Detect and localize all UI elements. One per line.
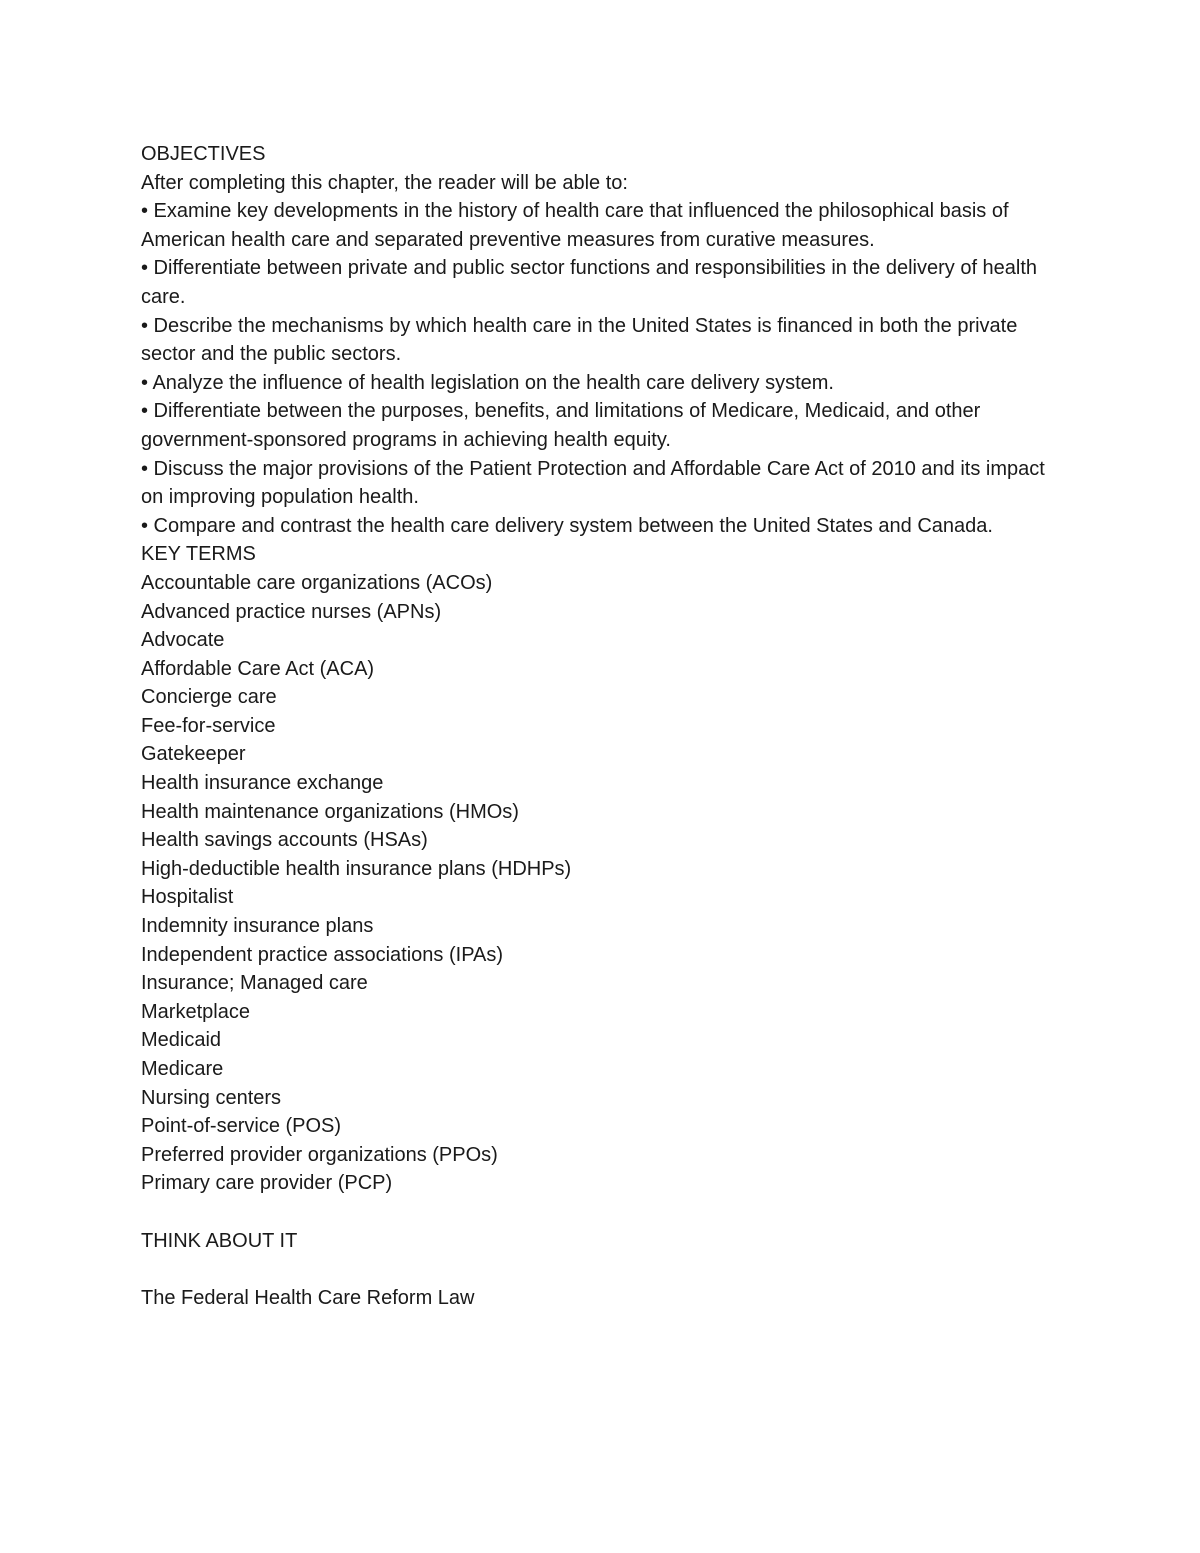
key-term-item: Medicaid — [141, 1029, 222, 1052]
key-term-item: Nursing centers — [141, 1086, 282, 1109]
key-term-item: Concierge care — [141, 686, 277, 709]
key-term-item: Fee-for-service — [141, 714, 276, 737]
key-terms-section — [141, 540, 1071, 1198]
objective-item: • Discuss the major provisions of the Patient Protection and Affordable Care Act of 2010 and its impact on improving population health. — [141, 457, 1045, 509]
objectives-section — [141, 140, 1071, 540]
key-term-item: Advocate — [141, 629, 225, 652]
think-about-it-title: The Federal Health Care Reform Law — [141, 1286, 475, 1309]
key-term-item: Health insurance exchange — [141, 772, 384, 795]
objective-item: • Compare and contrast the health care delivery system between the United States and Canada. — [141, 514, 993, 537]
key-term-item: Health savings accounts (HSAs) — [141, 829, 428, 852]
think-about-it-section — [141, 1227, 1071, 1313]
key-term-item: Marketplace — [141, 1000, 250, 1023]
objectives-list — [141, 197, 1071, 540]
key-term-item: Affordable Care Act (ACA) — [141, 657, 375, 680]
key-term-item: Indemnity insurance plans — [141, 915, 374, 938]
objectives-intro: After completing this chapter, the reader will be able to: — [141, 171, 628, 194]
key-term-item: Insurance; Managed care — [141, 972, 368, 995]
objective-item: • Analyze the influence of health legislation on the health care delivery system. — [141, 371, 834, 394]
objective-item: • Examine key developments in the history of health care that influenced the philosophical basis of American health care and separated preventive measures from curative measures. — [141, 200, 1009, 251]
key-term-item: Gatekeeper — [141, 743, 246, 766]
document-body — [141, 140, 1071, 1312]
key-term-item: Health maintenance organizations (HMOs) — [141, 800, 519, 823]
objective-item: • Describe the mechanisms by which health care in the United States is financed in both the private sector and the public sectors. — [141, 314, 1018, 366]
key-terms-list — [141, 569, 1071, 1198]
key-term-item: Advanced practice nurses (APNs) — [141, 600, 442, 623]
key-term-item: Hospitalist — [141, 886, 234, 909]
key-term-item: Primary care provider (PCP) — [141, 1172, 393, 1195]
key-term-item: Point-of-service (POS) — [141, 1115, 342, 1138]
key-terms-heading: KEY TERMS — [141, 543, 256, 566]
objective-item: • Differentiate between the purposes, benefits, and limitations of Medicare, Medicaid, and other government-sponsored programs in achieving health equity. — [141, 400, 981, 451]
key-term-item: Accountable care organizations (ACOs) — [141, 571, 493, 594]
key-term-item: High-deductible health insurance plans (HDHPs) — [141, 857, 572, 880]
key-term-item: Preferred provider organizations (PPOs) — [141, 1143, 498, 1166]
spacer — [141, 1198, 1071, 1227]
objectives-heading: OBJECTIVES — [141, 143, 266, 165]
key-term-item: Independent practice associations (IPAs) — [141, 943, 504, 966]
think-about-it-heading: THINK ABOUT IT — [141, 1229, 298, 1252]
objective-item: • Differentiate between private and public sector functions and responsibilities in the delivery of health care. — [141, 257, 1038, 308]
key-term-item: Medicare — [141, 1058, 224, 1080]
spacer — [141, 1255, 1071, 1284]
